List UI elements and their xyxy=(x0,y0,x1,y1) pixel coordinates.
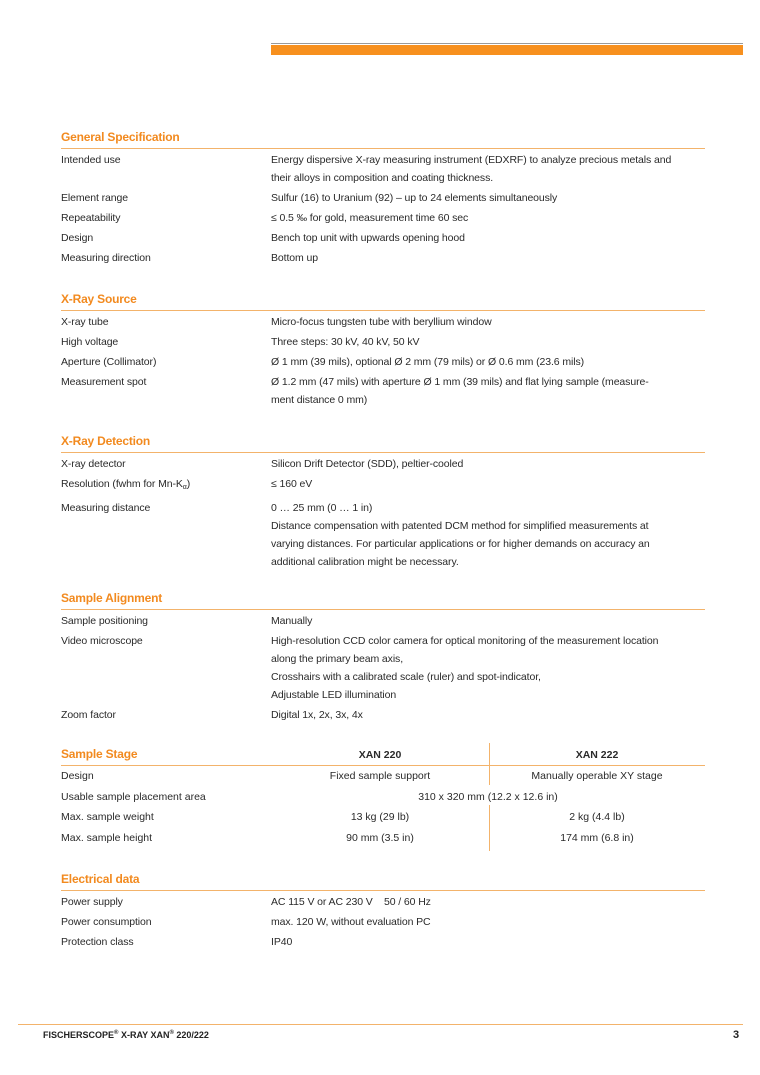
spec-value: Digital 1x, 2x, 3x, 4x xyxy=(271,709,363,721)
spec-row xyxy=(61,455,705,473)
spec-row xyxy=(61,706,705,724)
column-header-xan222: XAN 222 xyxy=(575,749,619,761)
section-title: Electrical data xyxy=(61,872,140,886)
spec-label: Protection class xyxy=(61,936,134,948)
spec-label: Max. sample height xyxy=(61,831,153,844)
spec-value: Silicon Drift Detector (SDD), peltier-cooled xyxy=(271,458,464,470)
spec-row xyxy=(61,249,705,267)
spec-label: Measuring direction xyxy=(61,252,151,264)
xan222-value: Manually operable XY stage xyxy=(531,770,663,782)
xan220-value: 13 kg (29 lb) xyxy=(350,811,410,823)
column-header-xan220: XAN 220 xyxy=(358,749,402,761)
spec-value: Ø 1 mm (39 mils), optional Ø 2 mm (79 mils) or Ø 0.6 mm (23.6 mils) xyxy=(271,356,585,368)
spec-row xyxy=(61,499,705,571)
spec-value: Energy dispersive X-ray measuring instrument (EDXRF) to analyze precious metals and their alloys in composition and coating thickness. xyxy=(271,154,672,184)
spec-label: Power supply xyxy=(61,896,123,908)
spec-label: Design xyxy=(61,770,94,782)
spec-value: Bottom up xyxy=(271,252,318,264)
spec-label: Video microscope xyxy=(61,635,143,647)
spec-label: Repeatability xyxy=(61,212,121,224)
spec-value: Three steps: 30 kV, 40 kV, 50 kV xyxy=(271,336,420,348)
spec-label: Measuring distance xyxy=(61,502,151,514)
spec-row xyxy=(61,229,705,247)
xan220-value: 90 mm (3.5 in) xyxy=(346,831,414,844)
footer-product-title: FISCHERSCOPE® X-RAY XAN® 220/222 xyxy=(43,1030,209,1040)
section-general-specification xyxy=(61,130,705,267)
spec-label: Element range xyxy=(61,192,128,204)
section-title: General Specification xyxy=(61,130,180,144)
spec-value: ≤ 0.5 ‰ for gold, measurement time 60 sec xyxy=(271,212,469,224)
xan222-value: 174 mm (6.8 in) xyxy=(560,831,634,844)
spec-label: Power consumption xyxy=(61,916,152,928)
section-title: Sample Stage xyxy=(61,747,138,761)
spec-row xyxy=(61,475,705,497)
section-xray-source xyxy=(61,292,705,409)
spec-value: High-resolution CCD color camera for optical monitoring of the measurement location along the primary beam axis, Crosshairs with a calibrated scale (ruler) and spot-indicator, Adjustable LED illumination xyxy=(271,635,659,701)
spec-row xyxy=(61,893,705,911)
spec-label: Measurement spot xyxy=(61,376,147,388)
xan222-value: 2 kg (4.4 lb) xyxy=(569,811,625,823)
section-sample-stage xyxy=(61,747,705,851)
spec-label: Max. sample weight xyxy=(61,811,154,823)
spec-value: Ø 1.2 mm (47 mils) with aperture Ø 1 mm (39 mils) and flat lying sample (measure- ment distance 0 mm) xyxy=(271,376,649,406)
spec-value: Bench top unit with upwards opening hood xyxy=(271,232,465,244)
spec-label: Usable sample placement area xyxy=(61,790,206,803)
spec-label: Sample positioning xyxy=(61,615,148,627)
stage-row xyxy=(61,828,705,849)
spec-row xyxy=(61,189,705,207)
spec-row xyxy=(61,313,705,331)
spec-label: Resolution (fwhm for $Mn-K_\alpha$) xyxy=(61,478,191,491)
spec-value: IP40 xyxy=(271,936,293,948)
spec-row xyxy=(61,612,705,630)
stage-row xyxy=(61,766,705,787)
footer-rule xyxy=(18,1024,743,1025)
spec-row xyxy=(61,151,705,187)
section-sample-alignment xyxy=(61,591,705,724)
shared-value: 310 x 320 mm (12.2 x 12.6 in) xyxy=(418,790,558,803)
stage-row xyxy=(61,787,705,808)
spec-value: 0 … 25 mm (0 … 1 in) Distance compensation with patented DCM method for simplified measurements at varying distances. For particular applications or for higher demands on accuracy an additional calibration might be necessary. xyxy=(271,502,650,568)
spec-row xyxy=(61,933,705,951)
header-accent-bar xyxy=(271,45,743,55)
spec-label: Design xyxy=(61,232,94,244)
page-number: 3 xyxy=(733,1029,740,1041)
spec-label: Intended use xyxy=(61,154,121,166)
spec-label: X-ray detector xyxy=(61,458,126,470)
spec-row xyxy=(61,913,705,931)
xan220-value: Fixed sample support xyxy=(329,770,431,782)
section-title: X-Ray Detection xyxy=(61,434,151,448)
spec-label: Zoom factor xyxy=(61,709,116,721)
spec-label: High voltage xyxy=(61,336,119,348)
section-title: Sample Alignment xyxy=(61,591,163,605)
spec-value: Micro-focus tungsten tube with beryllium window xyxy=(271,316,492,328)
spec-row xyxy=(61,632,705,704)
section-electrical-data xyxy=(61,872,705,951)
spec-row xyxy=(61,209,705,227)
spec-label: X-ray tube xyxy=(61,316,109,328)
stage-row xyxy=(61,807,705,828)
header-rule-gray xyxy=(271,43,743,44)
spec-row xyxy=(61,373,705,409)
spec-value: max. 120 W, without evaluation PC xyxy=(271,916,431,928)
spec-row xyxy=(61,353,705,371)
section-title: X-Ray Source xyxy=(61,292,137,306)
spec-value: Manually xyxy=(271,615,313,627)
spec-value: Sulfur (16) to Uranium (92) – up to 24 elements simultaneously xyxy=(271,192,558,204)
section-xray-detection xyxy=(61,434,705,571)
spec-label: Aperture (Collimator) xyxy=(61,356,157,368)
spec-value: AC 115 V or AC 230 V 50 / 60 Hz xyxy=(271,896,431,908)
spec-value: ≤ 160 eV xyxy=(271,478,313,490)
spec-row xyxy=(61,333,705,351)
